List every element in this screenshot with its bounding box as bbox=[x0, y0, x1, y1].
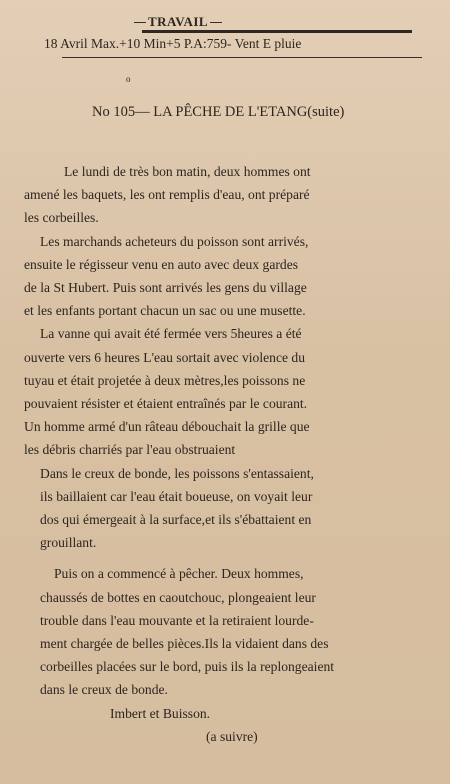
masthead-rule bbox=[142, 30, 412, 33]
article-title: No 105— LA PÊCHE DE L'ETANG(suite) bbox=[92, 104, 345, 120]
to-be-continued: (a suivre) bbox=[206, 728, 258, 744]
article-line: Puis on a commencé à pêcher. Deux hommes, bbox=[54, 566, 304, 582]
article-line: dos qui émergeait à la surface,et ils s'ébattaient en bbox=[40, 512, 312, 528]
article-line: pouvaient résister et étaient entraînés par le courant. bbox=[24, 396, 308, 412]
article-line: ouverte vers 6 heures L'eau sortait avec violence du bbox=[24, 349, 306, 365]
paragraph-gap bbox=[24, 554, 424, 562]
article-line: ils baillaient car l'eau était boueuse, on voyait leur bbox=[40, 488, 313, 504]
article-line: Un homme armé d'un râteau débouchait la grille que bbox=[24, 419, 310, 435]
article-line: ensuite le régisseur venu en auto avec deux gardes bbox=[24, 256, 299, 272]
article-line: La vanne qui avait été fermée vers 5heures a été bbox=[40, 326, 302, 342]
article-line: dans le creux de bonde. bbox=[40, 682, 168, 698]
article-line: Dans le creux de bonde, les poissons s'entassaient, bbox=[40, 465, 314, 481]
article-line: ment chargée de belles pièces.Ils la vidaient dans des bbox=[40, 636, 329, 652]
article-line: grouillant. bbox=[40, 535, 97, 551]
article-line: de la St Hubert. Puis sont arrivés les gens du village bbox=[24, 280, 307, 296]
article-line: les débris charriés par l'eau obstruaient bbox=[24, 442, 236, 458]
signature: Imbert et Buisson. bbox=[110, 705, 211, 721]
article-line: Les marchands acheteurs du poisson sont arrivés, bbox=[40, 233, 309, 249]
small-mark: o bbox=[126, 74, 131, 84]
article-line: amené les baquets, les ont remplis d'eau, ont préparé bbox=[24, 187, 310, 203]
article-line: Le lundi de très bon matin, deux hommes ont bbox=[64, 164, 311, 179]
article-line: et les enfants portant chacun un sac ou une musette. bbox=[24, 303, 306, 319]
dateline-rule bbox=[62, 57, 422, 58]
article-line: chaussés de bottes en caoutchouc, plongeaient leur bbox=[40, 589, 316, 605]
article-line: trouble dans l'eau mouvante et la retiraient lourde- bbox=[40, 612, 314, 628]
masthead: TRAVAIL bbox=[148, 14, 209, 29]
article-body bbox=[24, 160, 424, 748]
weather-dateline: 18 Avril Max.+10 Min+5 P.A:759- Vent E pluie bbox=[44, 36, 302, 51]
article-line: corbeilles placées sur le bord, puis ils la replongeaient bbox=[40, 659, 335, 675]
article-line: tuyau et était projetée à deux mètres,les poissons ne bbox=[24, 372, 306, 388]
article-line: les corbeilles. bbox=[24, 210, 99, 226]
